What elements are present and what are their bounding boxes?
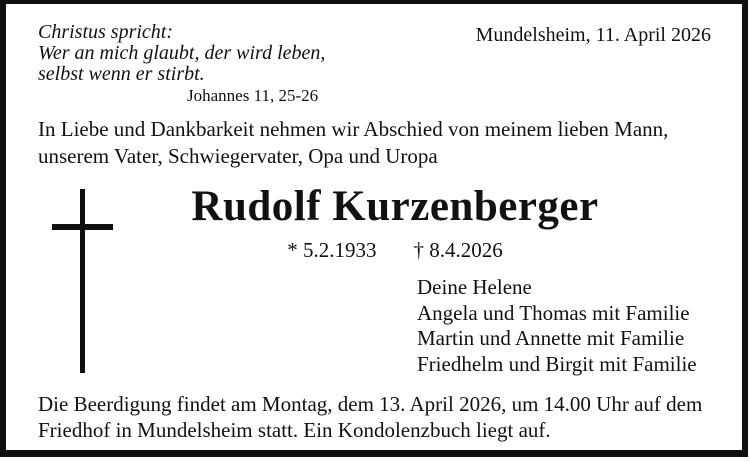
mourner-line: Angela und Thomas mit Familie (417, 300, 690, 325)
cross-vertical-bar (80, 189, 85, 373)
funeral-line: Die Beerdigung findet am Montag, dem 13. April 2026, um 14.00 Uhr auf dem (38, 392, 703, 416)
deceased-name: Rudolf Kurzenberger (191, 183, 599, 230)
intro-line: unserem Vater, Schwiegervater, Opa und Uropa (38, 144, 438, 168)
birth-date: * 5.2.1933 (287, 238, 377, 262)
place-dateline: Mundelsheim, 11. April 2026 (475, 24, 711, 46)
intro-text (38, 116, 668, 170)
scripture-line: selbst wenn er stirbt. (38, 63, 205, 85)
scripture-quote (38, 22, 325, 106)
mourner-line: Friedhelm und Birgit mit Familie (417, 351, 697, 376)
mourner-line: Martin und Annette mit Familie (417, 326, 685, 350)
scripture-reference: Johannes 11, 25-26 (187, 86, 319, 105)
cross-horizontal-bar (52, 224, 113, 230)
intro-line: In Liebe und Dankbarkeit nehmen wir Abschied von meinem lieben Mann, (38, 117, 669, 141)
life-dates (150, 238, 640, 263)
funeral-info (38, 391, 702, 443)
mourners-list (417, 275, 697, 377)
funeral-line: Friedhof in Mundelsheim statt. Ein Kondolenzbuch liegt auf. (38, 418, 551, 442)
death-date: † 8.4.2026 (413, 238, 503, 262)
mourner-line: Deine Helene (417, 275, 532, 299)
scripture-line: Christus spricht: (38, 21, 174, 43)
scripture-line: Wer an mich glaubt, der wird leben, (38, 42, 326, 64)
